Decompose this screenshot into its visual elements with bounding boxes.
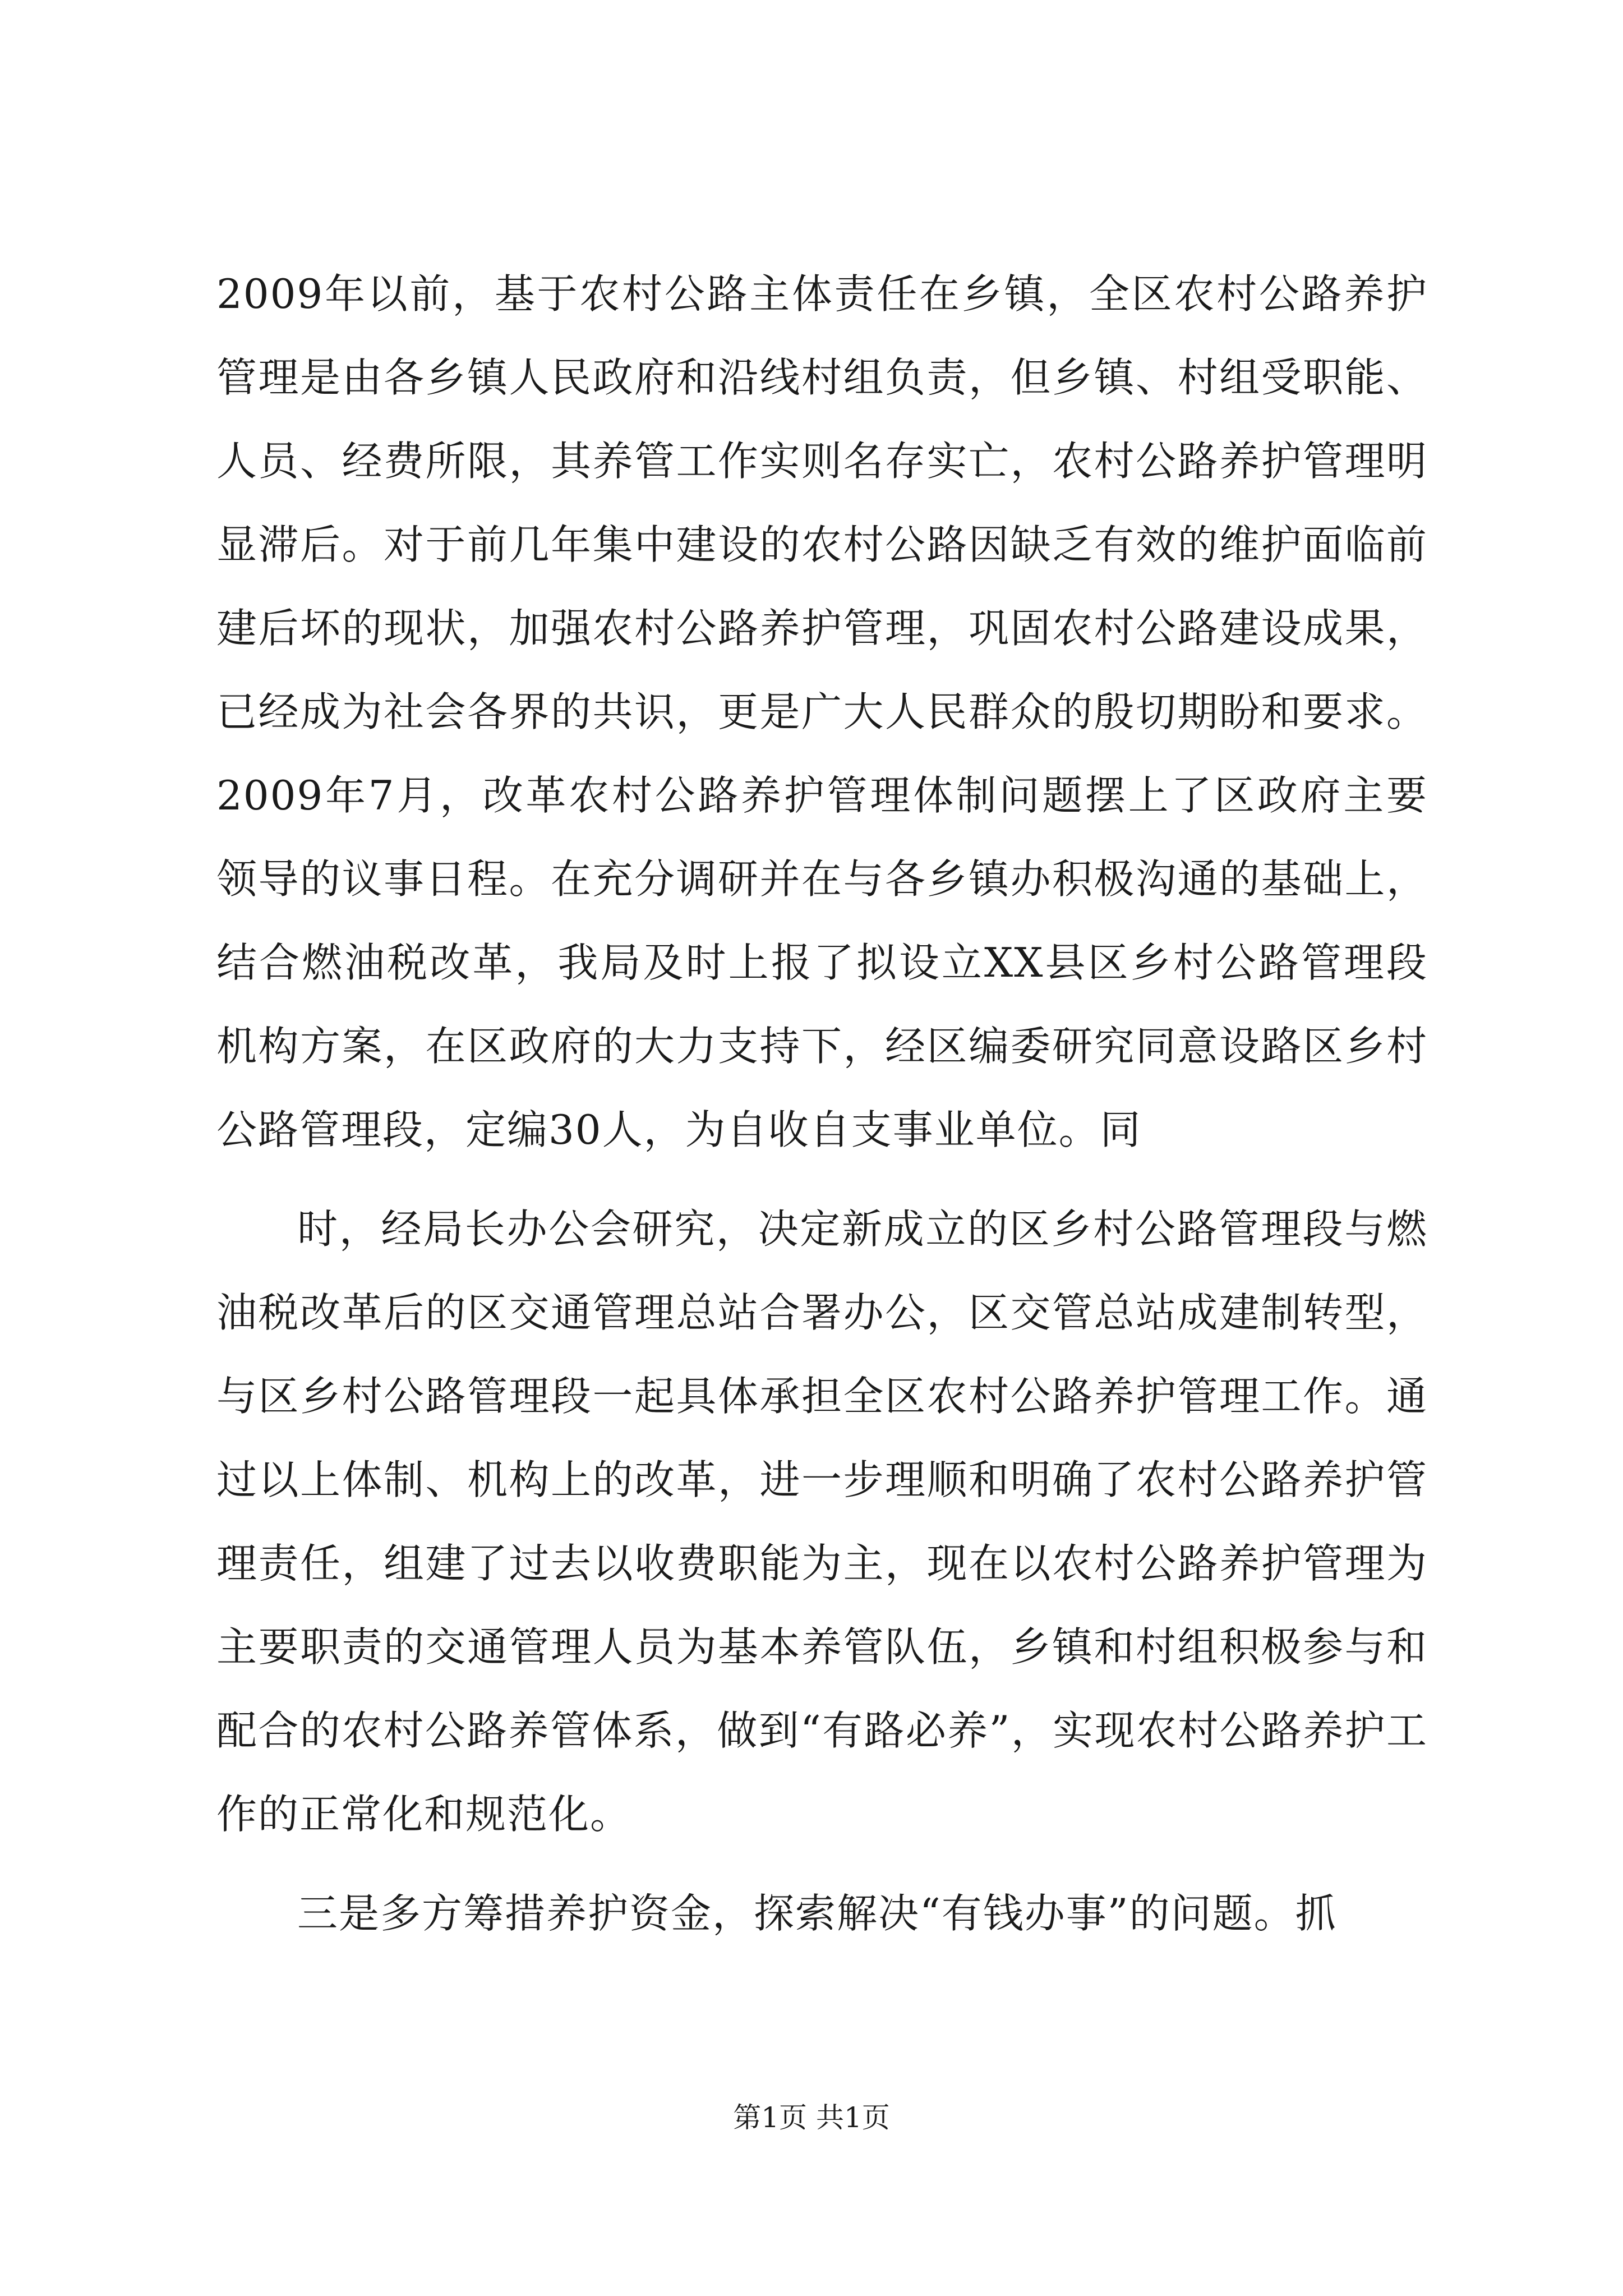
page-footer: 第1页 共1页 — [733, 2101, 890, 2134]
paragraph-1: 2009年以前，基于农村公路主体责任在乡镇，全区农村公路养护管理是由各乡镇人民政府和沿线村组负责，但乡镇、村组受职能、人员、经费所限，其养管工作实则名存实亡，农村公路养护管理明显滞后。对于前几年集中建设的农村公路因缺乏有效的维护面临前建后坏的现状，加强农村公路养护管理，巩固农村公路建设成果，已经成为社会各界的共识，更是广大人民群众的殷切期盼和要求。2009年7月，改革农村公路养护管理体制问题摆上了区政府主要领导的议事日程。在充分调研并在与各乡镇办积极沟通的基础上，结合燃油税改革，我局及时上报了拟设立XX县区乡村公路管理段机构方案，在区政府的大力支持下，经区编委研究同意设路区乡村公路管理段，定编30人，为自收自支事业单位。同 — [216, 270, 1428, 1153]
paragraph-2: 时，经局长办公会研究，决定新成立的区乡村公路管理段与燃油税改革后的区交通管理总站合署办公，区交管总站成建制转型，与区乡村公路管理段一起具体承担全区农村公路养护管理工作。通过以上体制、机构上的改革，进一步理顺和明确了农村公路养护管理责任，组建了过去以收费职能为主，现在以农村公路养护管理为主要职责的交通管理人员为基本养管队伍，乡镇和村组积极参与和配合的农村公路养管体系，做到“有路必养”，实现农村公路养护工作的正常化和规范化。 — [216, 1205, 1428, 1838]
paragraph-3: 三是多方筹措养护资金，探索解决“有钱办事”的问题。抓 — [297, 1890, 1337, 1937]
document-body — [216, 252, 1428, 1955]
